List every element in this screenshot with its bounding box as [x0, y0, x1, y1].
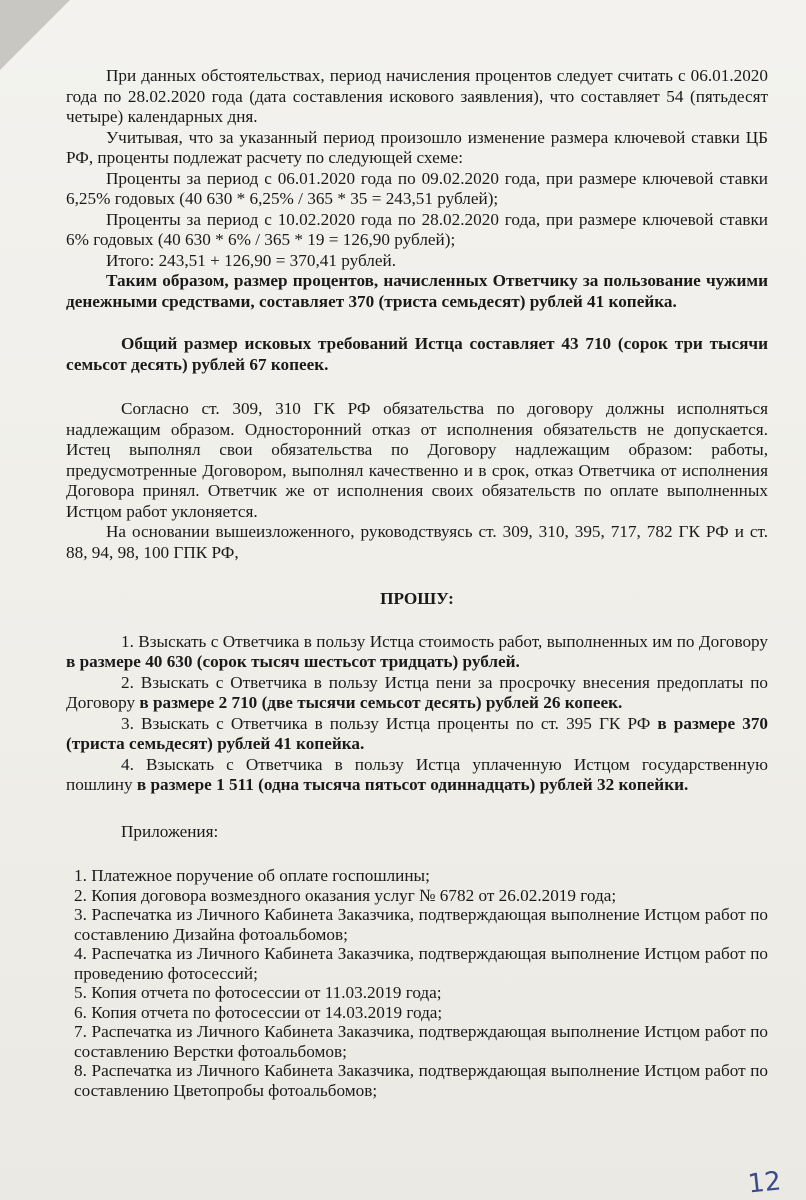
paragraph-total-claim: Общий размер исковых требований Истца составляет 43 710 (сорок три тысячи семьсот десять) рублей 67 копеек.: [66, 334, 768, 374]
attachment-item: 6. Копия отчета по фотосессии от 14.03.2019 года;: [74, 1002, 443, 1022]
paragraph-total: Итого: 243,51 + 126,90 = 370,41 рублей.: [106, 250, 396, 270]
attachment-item: 8. Распечатка из Личного Кабинета Заказчика, подтверждающая выполнение Истцом работ по составлению Цветопробы фотоальбомов;: [74, 1061, 768, 1100]
paragraph-legal-basis: Согласно ст. 309, 310 ГК РФ обязательства по договору должны исполняться надлежащим образом. Односторонний отказ от исполнения обязательств не допускается. Истец выполнял свои обязательства по Договору надлежащим образом: работы, предусмотренные Договором, выполнял качественно и в срок, отказ Ответчика от исполнения Договора принял. Ответчик же от исполнения своих обязательств по оплате выполненных Истцом работ уклоняется.: [66, 399, 768, 521]
request-item: 2. Взыскать с Ответчика в пользу Истца пени за просрочку внесения предоплаты по Договору в размере 2 710 (две тысячи семьсот десять) рублей 26 копеек.: [66, 672, 768, 712]
paragraph-grounds: На основании вышеизложенного, руководствуясь ст. 309, 310, 395, 717, 782 ГК РФ и ст. 88, 94, 98, 100 ГПК РФ,: [66, 522, 768, 562]
attachment-item: 1. Платежное поручение об оплате госпошлины;: [74, 866, 430, 885]
attachments-list: [74, 866, 768, 1100]
request-item: 4. Взыскать с Ответчика в пользу Истца уплаченную Истцом государственную пошлину в размере 1 511 (одна тысяча пятьсот одиннадцать) рублей 32 копейки.: [66, 754, 768, 794]
folded-corner: [0, 0, 70, 70]
document-body: [66, 66, 768, 1100]
paragraph-interest-conclusion: Таким образом, размер процентов, начисленных Ответчику за пользование чужими денежными средствами, составляет 370 (триста семьдесят) рублей 41 копейка.: [66, 271, 768, 311]
attachments-heading: Приложения:: [121, 821, 219, 841]
attachment-item: 7. Распечатка из Личного Кабинета Заказчика, подтверждающая выполнение Истцом работ по составлению Верстки фотоальбомов;: [74, 1022, 768, 1061]
paragraph-interest-period-1: Проценты за период с 06.01.2020 года по 09.02.2020 года, при размере ключевой ставки 6,25% годовых (40 630 * 6,25% / 365 * 35 = 243,51 рублей);: [66, 168, 768, 208]
request-item: 1. Взыскать с Ответчика в пользу Истца стоимость работ, выполненных им по Договору в размере 40 630 (сорок тысяч шестьсот тридцать) рублей.: [66, 631, 768, 671]
request-item: 3. Взыскать с Ответчика в пользу Истца проценты по ст. 395 ГК РФ в размере 370 (триста семьдесят) рублей 41 копейка.: [66, 713, 769, 753]
paragraph-key-rate-change: Учитывая, что за указанный период произошло изменение размера ключевой ставки ЦБ РФ, проценты подлежат расчету по следующей схеме:: [66, 127, 768, 167]
paragraph-interest-period-2: Проценты за период с 10.02.2020 года по 28.02.2020 года, при размере ключевой ставки 6% годовых (40 630 * 6% / 365 * 19 = 126,90 рублей);: [66, 209, 768, 249]
request-heading: ПРОШУ:: [380, 589, 454, 608]
request-list: [66, 632, 768, 796]
attachment-item: 4. Распечатка из Личного Кабинета Заказчика, подтверждающая выполнение Истцом работ по проведению фотосессий;: [74, 944, 768, 983]
attachment-item: 2. Копия договора возмездного оказания услуг № 6782 от 26.02.2019 года;: [74, 885, 617, 905]
attachment-item: 5. Копия отчета по фотосессии от 11.03.2019 года;: [74, 983, 442, 1002]
handwritten-page-number: 12: [746, 1166, 783, 1200]
paragraph-interest-period: При данных обстоятельствах, период начисления процентов следует считать с 06.01.2020 года по 28.02.2020 года (дата составления искового заявления), что составляет 54 (пятьдесят четыре) календарных дня.: [66, 66, 768, 126]
attachment-item: 3. Распечатка из Личного Кабинета Заказчика, подтверждающая выполнение Истцом работ по составлению Дизайна фотоальбомов;: [74, 905, 768, 944]
